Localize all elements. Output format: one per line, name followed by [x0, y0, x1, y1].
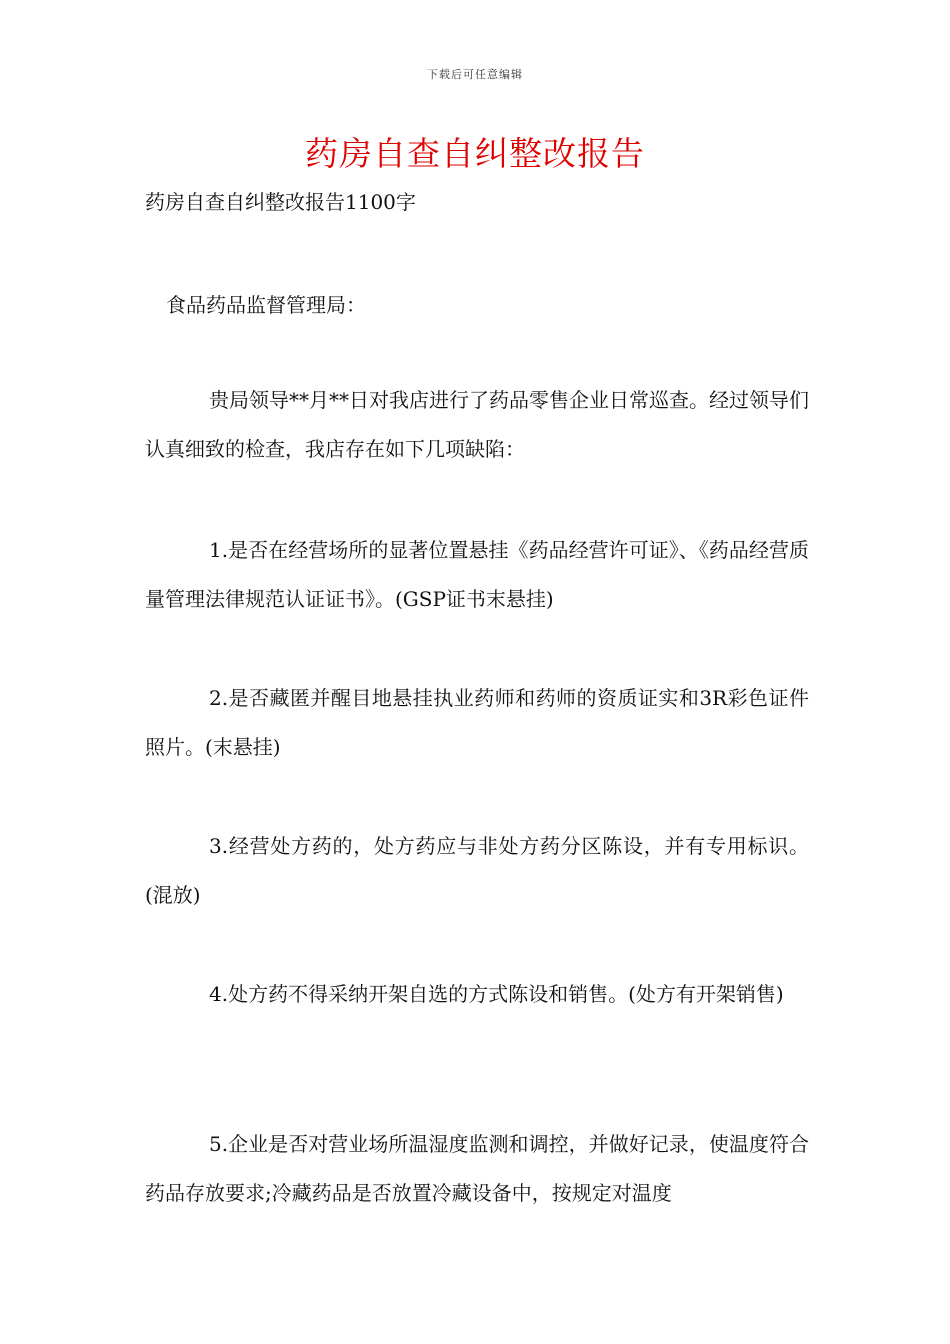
document-title: 药房自查自纠整改报告 — [305, 134, 645, 173]
paragraph-item-2: 2.是否藏匿并醒目地悬挂执业药师和药师的资质证实和3R彩色证件照片。(末悬挂) — [145, 686, 809, 759]
document-subtitle: 药房自查自纠整改报告1100字 — [145, 190, 416, 214]
paragraph-item-3: 3.经营处方药的，处方药应与非处方药分区陈设，并有专用标识。(混放) — [145, 834, 809, 907]
paragraph-intro: 贵局领导**月**日对我店进行了药品零售企业日常巡查。经过领导们认真细致的检查，我店存在如下几项缺陷： — [145, 388, 809, 461]
paragraph-item-4: 4.处方药不得采纳开架自选的方式陈设和销售。(处方有开架销售) — [209, 982, 784, 1006]
paragraph-item-1: 1.是否在经营场所的显著位置悬挂《药品经营许可证》、《药品经营质量管理法律规范认证证书》。(GSP证书末悬挂) — [145, 538, 809, 611]
salutation: 食品药品监督管理局： — [166, 293, 366, 317]
header-note: 下载后可任意编辑 — [427, 68, 523, 81]
paragraph-item-5: 5.企业是否对营业场所温湿度监测和调控，并做好记录，使温度符合药品存放要求;冷藏药品是否放置冷藏设备中，按规定对温度 — [145, 1132, 809, 1205]
